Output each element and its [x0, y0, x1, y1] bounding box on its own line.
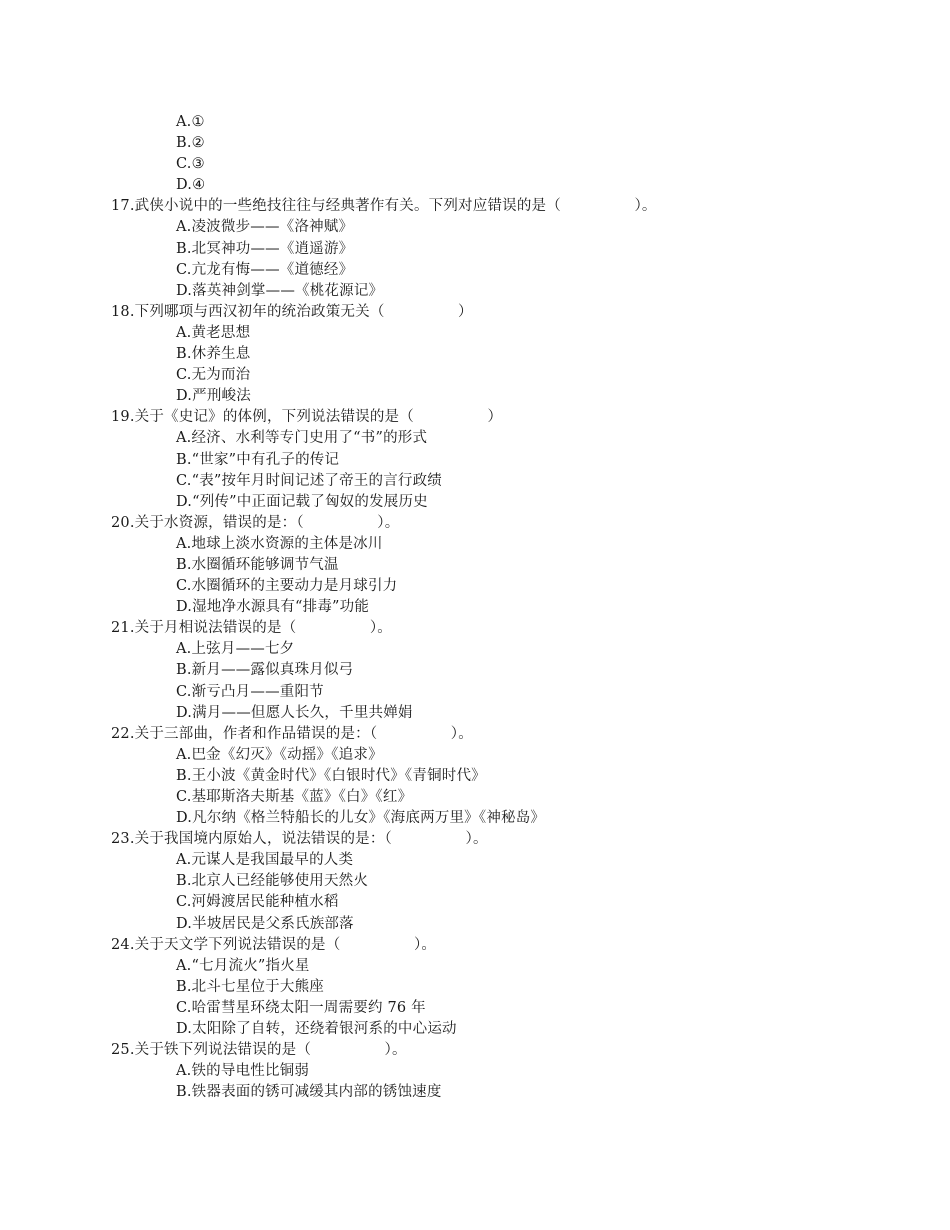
option-b: B.②: [176, 135, 205, 152]
option-b: B.北斗七星位于大熊座: [176, 978, 324, 995]
question-18: [0, 302, 950, 407]
question-25: [0, 1040, 950, 1103]
question-stem: 17.武侠小说中的一些绝技往往与经典著作有关。下列对应错误的是（ ）。: [111, 198, 657, 215]
option-a: A.上弦月——七夕: [176, 641, 295, 658]
option-b: B.北京人已经能够使用天然火: [176, 873, 369, 890]
question-23: [0, 829, 950, 934]
option-a: A.黄老思想: [176, 324, 251, 341]
question-20: [0, 513, 950, 618]
option-d: D.满月——但愿人长久，千里共婵娟: [176, 704, 413, 721]
option-c: C.基耶斯洛夫斯基《蓝》《白》《红》: [176, 789, 413, 805]
option-d: D.“列传”中正面记载了匈奴的发展历史: [176, 493, 428, 510]
question-stem: 19.关于《史记》的体例，下列说法错误的是（ ）: [111, 409, 503, 426]
question-stem: 23.关于我国境内原始人，说法错误的是：（ ）。: [111, 831, 488, 848]
option-b: B.北冥神功——《逍遥游》: [176, 240, 354, 257]
question-stem: 24.关于天文学下列说法错误的是（ ）。: [111, 936, 437, 953]
option-a: A.凌波微步——《洛神赋》: [176, 219, 354, 236]
option-b: B.休养生息: [176, 346, 251, 363]
option-d: D.太阳除了自转，还绕着银河系的中心运动: [176, 1021, 457, 1038]
option-a: A.巴金《幻灭》《动摇》《追求》: [176, 746, 383, 763]
option-d: D.④: [176, 177, 206, 194]
question-stem: 22.关于三部曲，作者和作品错误的是：（ ）。: [111, 725, 473, 742]
question-16-options: [0, 112, 950, 196]
option-a: A.①: [176, 114, 205, 130]
option-a: A.地球上淡水资源的主体是冰川: [176, 535, 383, 552]
option-c: C.渐亏凸月——重阳节: [176, 683, 324, 700]
question-17: [0, 196, 950, 301]
question-21: [0, 618, 950, 723]
option-a: A.“七月流火”指火星: [176, 957, 310, 974]
question-stem: 18.下列哪项与西汉初年的统治政策无关（ ）: [111, 303, 473, 320]
question-stem: 21.关于月相说法错误的是（ ）。: [111, 620, 393, 637]
question-stem: 20.关于水资源，错误的是：（ ）。: [111, 514, 400, 531]
option-a: A.元谋人是我国最早的人类: [176, 852, 354, 869]
option-d: D.严刑峻法: [176, 388, 251, 405]
question-22: [0, 724, 950, 829]
option-b: B.水圈循环能够调节气温: [176, 556, 339, 573]
option-b: B.“世家”中有孔子的传记: [176, 451, 340, 468]
option-d: D.半坡居民是父系氏族部落: [176, 915, 354, 932]
option-d: D.凡尔纳《格兰特船长的儿女》《海底两万里》《神秘岛》: [176, 810, 546, 827]
option-d: D.落英神剑掌——《桃花源记》: [176, 282, 384, 299]
option-c: C.无为而治: [176, 367, 251, 384]
option-b: B.新月——露似真珠月似弓: [176, 662, 354, 679]
question-stem: 25.关于铁下列说法错误的是（ ）。: [111, 1042, 407, 1059]
option-c: C.亢龙有悔——《道德经》: [176, 261, 354, 278]
exam-page: [0, 112, 950, 1103]
option-a: A.铁的导电性比铜弱: [176, 1063, 310, 1080]
question-19: [0, 407, 950, 512]
option-c: C.“表”按年月时间记述了帝王的言行政绩: [176, 472, 443, 489]
option-c: C.水圈循环的主要动力是月球引力: [176, 578, 398, 595]
option-b: B.王小波《黄金时代》《白银时代》《青铜时代》: [176, 767, 486, 784]
option-b: B.铁器表面的锈可减缓其内部的锈蚀速度: [176, 1084, 442, 1101]
option-c: C.河姆渡居民能种植水稻: [176, 894, 339, 911]
option-c: C.哈雷彗星环绕太阳一周需要约 76 年: [176, 999, 426, 1016]
option-c: C.③: [176, 156, 205, 173]
question-24: [0, 935, 950, 1040]
option-a: A.经济、水利等专门史用了“书”的形式: [176, 430, 428, 447]
option-d: D.湿地净水源具有“排毒”功能: [176, 599, 370, 616]
